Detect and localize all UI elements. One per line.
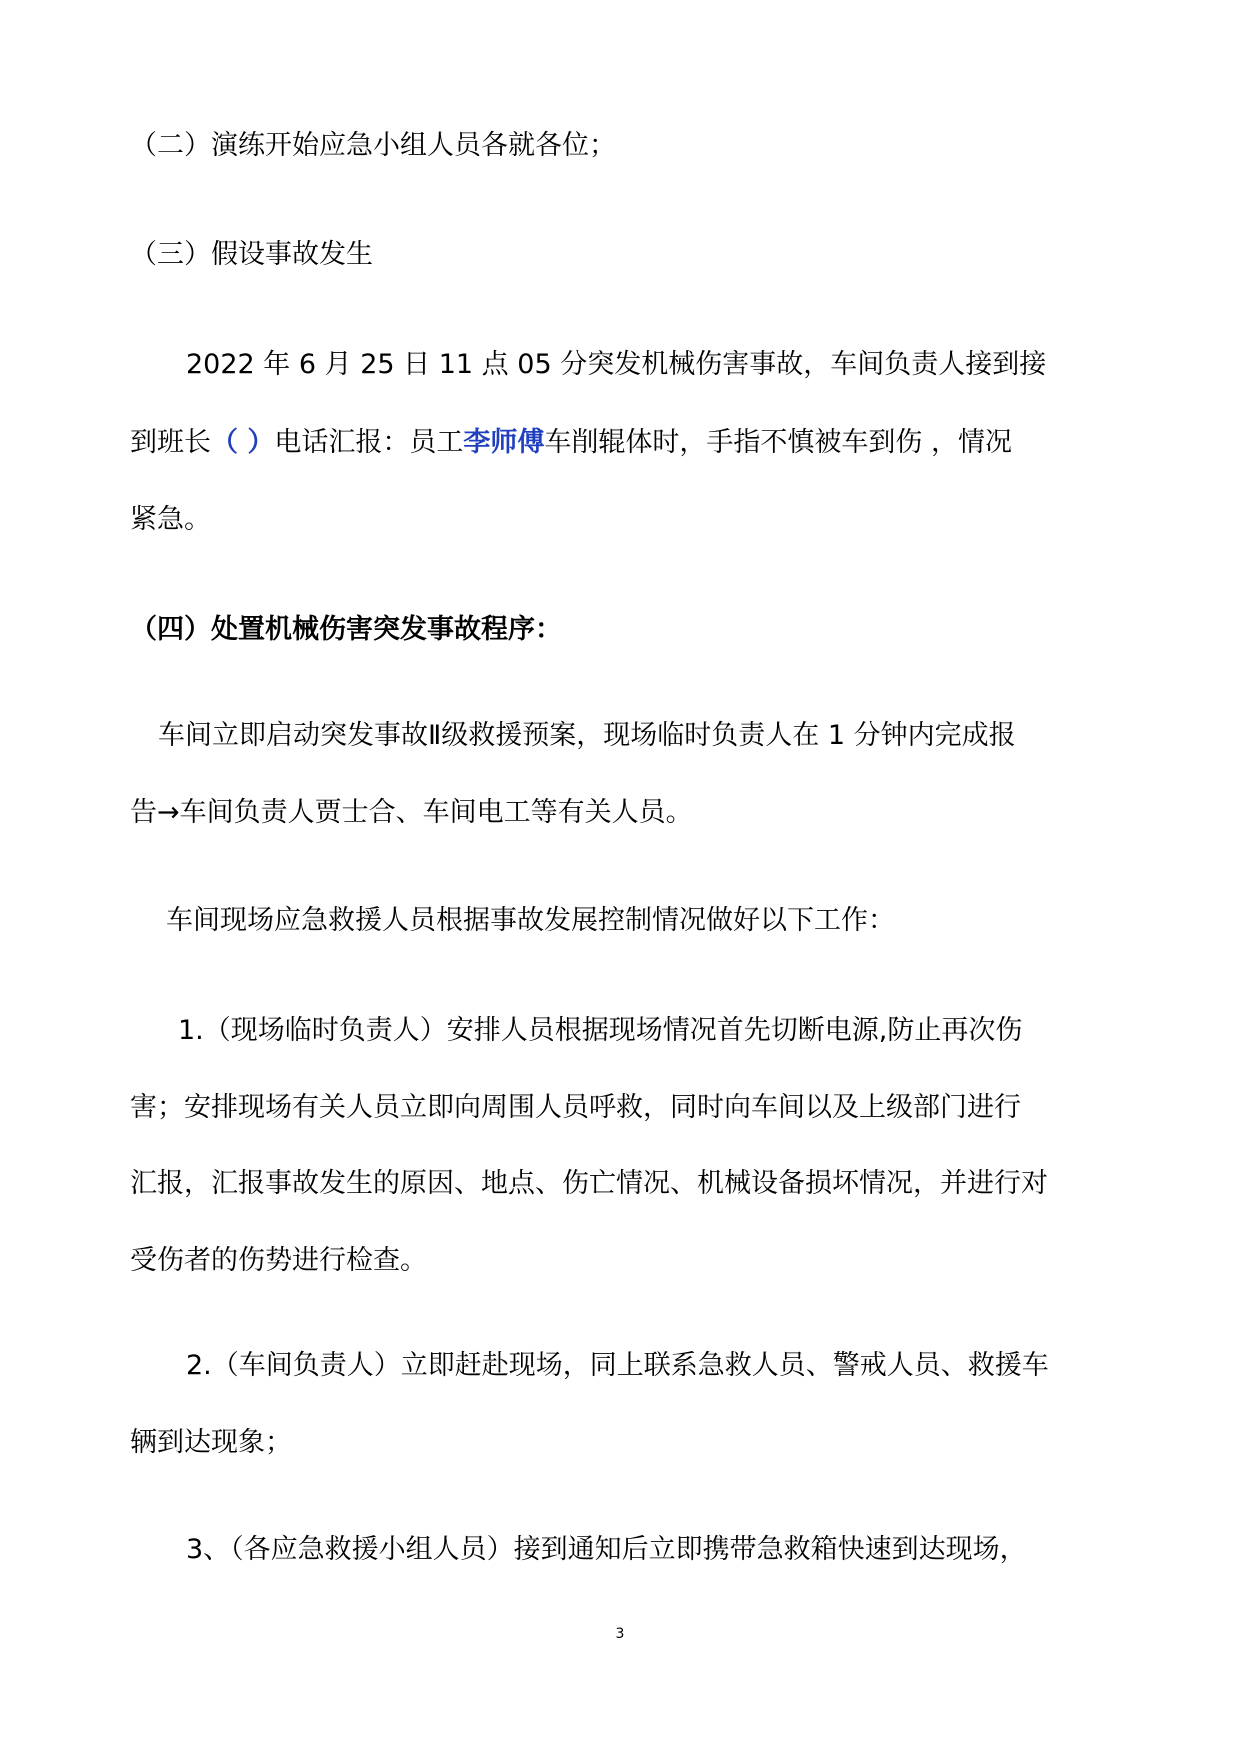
incident-line-1: 2022 年 6 月 25 日 11 点 05 分突发机械伤害事故，车间负责人接到接 (186, 349, 1047, 380)
page-number: 3 (615, 1626, 625, 1642)
incident-line-2-prefix: 到班长 (130, 427, 211, 458)
section-3-heading: （三）假设事故发生 (130, 239, 373, 270)
procedure-p1-line-2: 告→车间负责人贾士合、车间电工等有关人员。 (130, 797, 693, 828)
procedure-p2: 车间现场应急救援人员根据事故发展控制情况做好以下工作： (166, 905, 895, 936)
incident-line-2-suffix: 车削辊体时，手指不慎被车到伤 ，情况 (544, 427, 1012, 458)
item-1-line-2: 害；安排现场有关人员立即向周围人员呼救，同时向车间以及上级部门进行 (130, 1092, 1021, 1123)
item-1-line-4: 受伤者的伤势进行检查。 (130, 1245, 427, 1276)
incident-line-3: 紧急。 (130, 504, 211, 535)
section-4-heading: （四）处置机械伤害突发事故程序： (130, 614, 562, 645)
item-1-line-3: 汇报，汇报事故发生的原因、地点、伤亡情况、机械设备损坏情况，并进行对 (130, 1168, 1048, 1199)
employee-name-highlight: 李师傅 (463, 427, 545, 458)
section-2-heading: （二）演练开始应急小组人员各就各位； (130, 130, 616, 161)
procedure-p1-line-1: 车间立即启动突发事故Ⅱ级救援预案，现场临时负责人在 1 分钟内完成报 (158, 720, 1016, 751)
item-2-line-1: 2.（车间负责人）立即赶赴现场，同上联系急救人员、警戒人员、救援车 (186, 1350, 1049, 1381)
blank-name-parentheses: （ ） (211, 427, 275, 458)
incident-line-2-middle: 电话汇报：员工 (274, 427, 464, 458)
item-3-line-1: 3、（各应急救援小组人员）接到通知后立即携带急救箱快速到达现场， (186, 1534, 1027, 1565)
item-1-line-1: 1.（现场临时负责人）安排人员根据现场情况首先切断电源,防止再次伤 (178, 1015, 1023, 1046)
item-2-line-2: 辆到达现象； (130, 1427, 292, 1458)
incident-line-2 (130, 425, 1012, 461)
